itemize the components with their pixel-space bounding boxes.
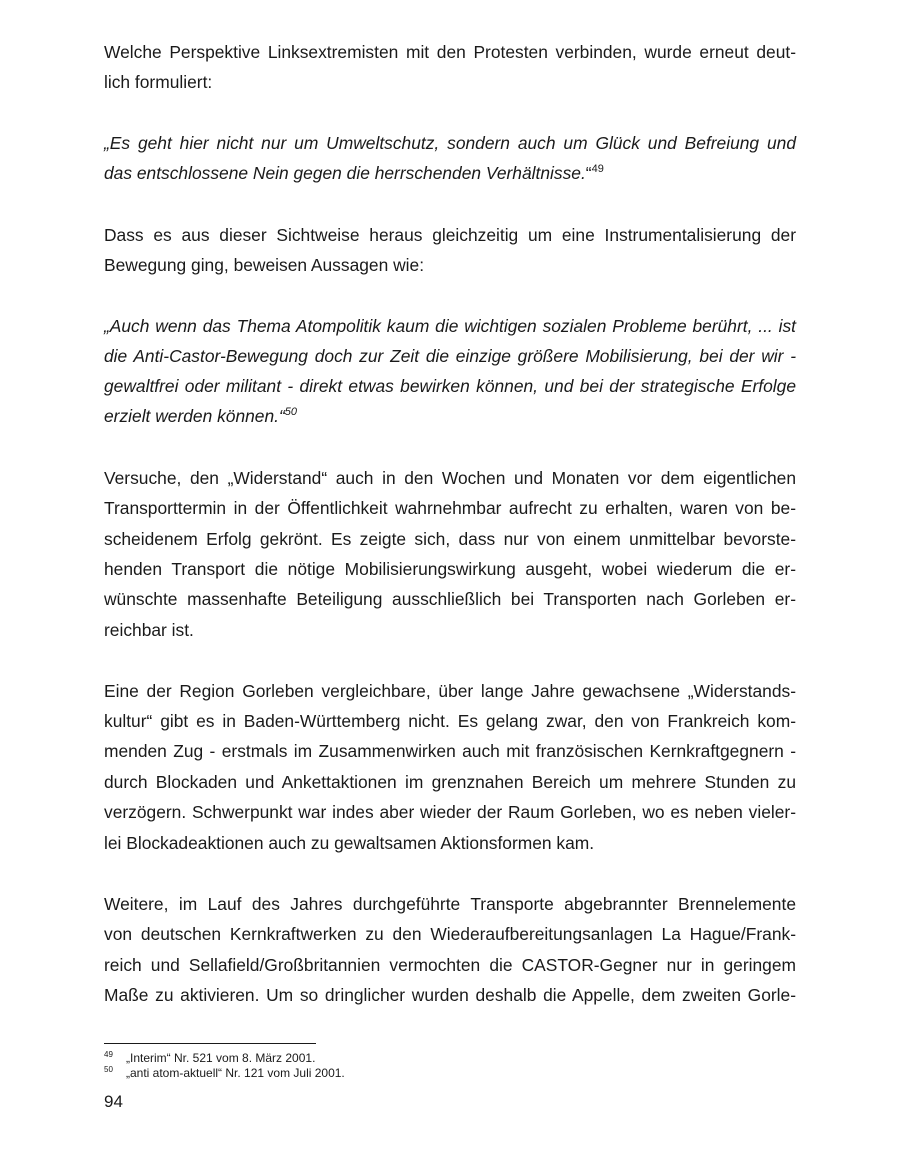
quote-1-close: “ xyxy=(585,163,592,183)
paragraph-3-line-2: Transporttermin in der Öffentlichkeit wahrnehmbar aufrecht zu erhalten, waren von be- xyxy=(104,498,796,518)
paragraph-1-line-2: lich formuliert: xyxy=(104,72,213,92)
paragraph-5-line-2: von deutschen Kernkraftwerken zu den Wiederaufbereitungsanlagen La Hague/Frank- xyxy=(104,924,796,944)
footnote-50-text: „anti atom-aktuell“ Nr. 121 vom Juli 2001. xyxy=(126,1066,345,1080)
paragraph-1-line-1: Welche Perspektive Linksextremisten mit den Protesten verbinden, wurde erneut deut- xyxy=(104,42,796,62)
quote-1-line-1: „Es geht hier nicht nur um Umweltschutz, sondern auch um Glück und Befreiung und xyxy=(104,133,796,153)
footnote-ref-50: 50 xyxy=(284,406,298,418)
paragraph-2-line-1: Dass es aus dieser Sichtweise heraus gleichzeitig um eine Instrumentalisierung der xyxy=(104,225,796,245)
paragraph-4-line-3: menden Zug - erstmals im Zusammenwirken auch mit französischen Kernkraftgegnern - xyxy=(104,741,796,761)
quote-2-line-4 xyxy=(104,406,796,429)
footnote-50-number: 50 xyxy=(104,1065,113,1074)
quote-2-line-1: „Auch wenn das Thema Atompolitik kaum die wichtigen sozialen Probleme berührt, ... ist xyxy=(104,316,796,336)
paragraph-4-line-6: lei Blockadeaktionen auch zu gewaltsamen Aktionsformen kam. xyxy=(104,833,595,853)
paragraph-2-line-2: Bewegung ging, beweisen Aussagen wie: xyxy=(104,255,425,275)
footnote-divider xyxy=(104,1043,316,1044)
footnote-49-number: 49 xyxy=(104,1050,113,1059)
paragraph-3-line-5: wünschte massenhafte Beteiligung ausschließlich bei Transporten nach Gorleben er- xyxy=(104,589,796,609)
paragraph-4-line-2: kultur“ gibt es in Baden-Württemberg nicht. Es gelang zwar, den von Frankreich kom- xyxy=(104,711,796,731)
paragraph-4-line-5: verzögern. Schwerpunkt war indes aber wieder der Raum Gorleben, wo es neben vieler- xyxy=(104,802,796,822)
paragraph-3-line-4: henden Transport die nötige Mobilisierungswirkung ausgeht, wobei wiederum die er- xyxy=(104,559,796,579)
paragraph-5-line-3: reich und Sellafield/Großbritannien vermochten die CASTOR-Gegner nur in geringem xyxy=(104,955,796,975)
paragraph-5-line-4: Maße zu aktivieren. Um so dringlicher wurden deshalb die Appelle, dem zweiten Gorle- xyxy=(104,985,796,1005)
paragraph-3-line-6: reichbar ist. xyxy=(104,620,194,640)
footnote-50 xyxy=(104,1066,345,1082)
quote-1-line-2-text: das entschlossene Nein gegen die herrschenden Verhältnisse. xyxy=(104,163,586,183)
quote-2-line-4-text: erzielt werden können.“ xyxy=(104,406,285,426)
quote-1-line-2 xyxy=(104,163,796,186)
footnote-49-text: „Interim“ Nr. 521 vom 8. März 2001. xyxy=(126,1051,316,1065)
footnote-49 xyxy=(104,1051,315,1067)
page-number: 94 xyxy=(104,1092,123,1111)
paragraph-3-line-3: scheidenem Erfolg gekrönt. Es zeigte sich, dass nur von einem unmittelbar bevorste- xyxy=(104,529,796,549)
paragraph-3-line-1: Versuche, den „Widerstand“ auch in den Wochen und Monaten vor dem eigentlichen xyxy=(104,468,796,488)
paragraph-4-line-4: durch Blockaden und Ankettaktionen im grenznahen Bereich um mehrere Stunden zu xyxy=(104,772,796,792)
quote-2-line-3: gewaltfrei oder militant - direkt etwas bewirken können, und bei der strategische Erfolge xyxy=(104,376,796,396)
footnote-ref-49: 49 xyxy=(591,163,604,175)
paragraph-4-line-1: Eine der Region Gorleben vergleichbare, über lange Jahre gewachsene „Widerstands- xyxy=(104,681,796,701)
paragraph-5-line-1: Weitere, im Lauf des Jahres durchgeführte Transporte abgebrannter Brennelemente xyxy=(104,894,796,914)
quote-2-line-2: die Anti-Castor-Bewegung doch zur Zeit die einzige größere Mobilisierung, bei der wir - xyxy=(104,346,796,366)
